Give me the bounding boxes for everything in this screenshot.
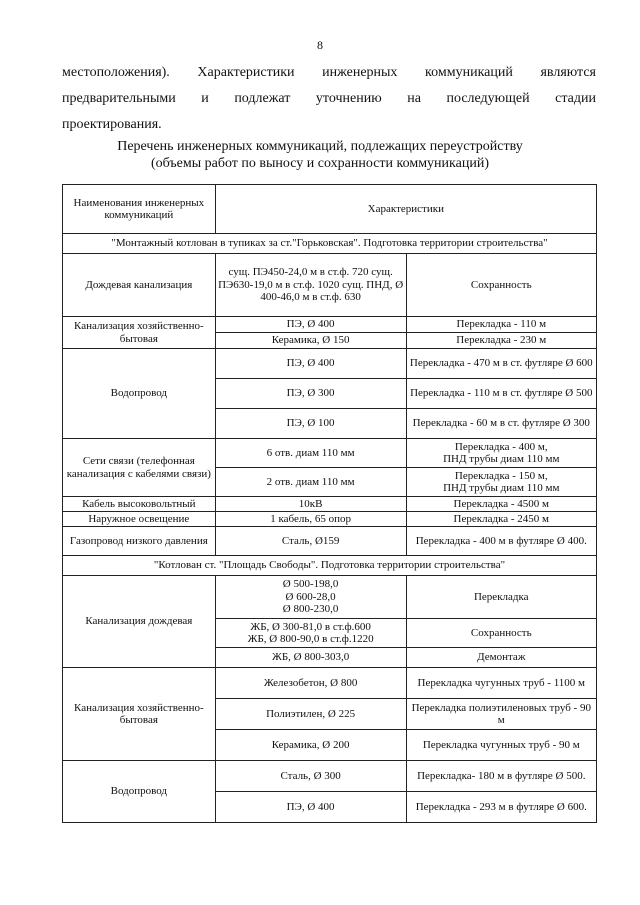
section1-title: "Монтажный котлован в тупиках за ст."Горьковская". Подготовка территории строительства": [63, 234, 597, 254]
communications-table: [62, 184, 597, 823]
row-work-line: ПНД трубы диам 110 мм: [443, 482, 560, 494]
row-work: Перекладка - 110 м: [406, 317, 596, 333]
row-work: Перекладка чугунных труб - 1100 м: [406, 668, 596, 699]
row-work: Перекладка - 230 м: [406, 333, 596, 349]
row-work: Перекладка чугунных труб - 90 м: [406, 730, 596, 761]
row-work: Перекладка- 180 м в футляре Ø 500.: [406, 761, 596, 792]
table-row: [63, 439, 597, 468]
row-work: Сохранность: [406, 619, 596, 648]
row-name: Кабель высоковольтный: [63, 497, 216, 512]
section-row: [63, 556, 597, 576]
table-row: [63, 527, 597, 556]
intro-line: предварительными и подлежат уточнению на последующей стадии: [62, 91, 596, 106]
table-row: [63, 512, 597, 527]
table-caption: [0, 138, 640, 172]
row-spec: ПЭ, Ø 100: [215, 409, 406, 439]
intro-line: проектирования.: [62, 117, 162, 132]
row-spec: Керамика, Ø 200: [215, 730, 406, 761]
header-characteristics: Характеристики: [215, 185, 596, 234]
row-spec: Полиэтилен, Ø 225: [215, 699, 406, 730]
table-row: [63, 576, 597, 619]
row-work: Сохранность: [406, 254, 596, 317]
row-spec-line: ЖБ, Ø 300-81,0 в ст.ф.600: [250, 620, 371, 633]
row-name: Наружное освещение: [63, 512, 216, 527]
row-spec: [215, 619, 406, 648]
row-spec: Сталь, Ø159: [215, 527, 406, 556]
intro-line: местоположения). Характеристики инженерных коммуникаций являются: [62, 65, 596, 80]
row-spec: 6 отв. диам 110 мм: [215, 439, 406, 468]
row-name: Канализация дождевая: [63, 576, 216, 668]
row-work-line: ПНД трубы диам 110 мм: [443, 453, 560, 465]
row-spec: 10кВ: [215, 497, 406, 512]
row-spec-line: Ø 500-198,0: [282, 578, 339, 591]
intro-paragraph: [62, 60, 596, 138]
row-work: Перекладка - 110 м в ст. футляре Ø 500: [406, 379, 596, 409]
row-work: Перекладка: [406, 576, 596, 619]
row-work: Перекладка - 293 м в футляре Ø 600.: [406, 792, 596, 823]
row-work: Перекладка - 400 м в футляре Ø 400.: [406, 527, 596, 556]
caption-line: (объемы работ по выносу и сохранности коммуникаций): [150, 156, 489, 171]
page-number: 8: [317, 38, 323, 52]
section2-title: "Котлован ст. "Площадь Свободы". Подготовка территории строительства": [63, 556, 597, 576]
row-work-line: Перекладка - 150 м,: [454, 469, 548, 482]
row-work: Перекладка - 2450 м: [406, 512, 596, 527]
caption-line: Перечень инженерных коммуникаций, подлежащих переустройству: [117, 139, 523, 154]
table-row: [63, 317, 597, 333]
row-work: Демонтаж: [406, 648, 596, 668]
table-header-row: [63, 185, 597, 234]
row-name: Канализация хозяйственно-бытовая: [63, 668, 216, 761]
table-row: [63, 254, 597, 317]
row-spec: Железобетон, Ø 800: [215, 668, 406, 699]
row-spec-line: ЖБ, Ø 800-90,0 в ст.ф.1220: [247, 633, 374, 645]
row-name: Дождевая канализация: [63, 254, 216, 317]
row-name: Сети связи (телефонная канализация с кабелями связи): [63, 439, 216, 497]
table-row: [63, 668, 597, 699]
row-name: Канализация хозяйственно-бытовая: [63, 317, 216, 349]
header-name: Наименования инженерных коммуникаций: [63, 185, 216, 234]
row-work: [406, 468, 596, 497]
row-spec: ЖБ, Ø 800-303,0: [215, 648, 406, 668]
row-work-line: Перекладка - 400 м,: [454, 440, 548, 453]
table-row: [63, 349, 597, 379]
row-spec: сущ. ПЭ450-24,0 м в ст.ф. 720 сущ. ПЭ630-19,0 м в ст.ф. 1020 сущ. ПНД, Ø 400-46,0 м в ст.ф. 630: [215, 254, 406, 317]
row-spec: ПЭ, Ø 300: [215, 379, 406, 409]
row-spec: ПЭ, Ø 400: [215, 792, 406, 823]
table-row: [63, 497, 597, 512]
row-name: Водопровод: [63, 349, 216, 439]
row-spec: ПЭ, Ø 400: [215, 317, 406, 333]
row-spec: 2 отв. диам 110 мм: [215, 468, 406, 497]
table-row: [63, 761, 597, 792]
row-work: [406, 439, 596, 468]
row-spec-line: Ø 600-28,0: [285, 590, 336, 603]
row-work: Перекладка - 470 м в ст. футляре Ø 600: [406, 349, 596, 379]
row-work: Перекладка - 60 м в ст. футляре Ø 300: [406, 409, 596, 439]
row-work: Перекладка полиэтиленовых труб - 90 м: [406, 699, 596, 730]
row-spec: [215, 576, 406, 619]
row-spec-line: Ø 800-230,0: [282, 603, 339, 616]
row-spec: 1 кабель, 65 опор: [215, 512, 406, 527]
row-name: Водопровод: [63, 761, 216, 823]
row-spec: Керамика, Ø 150: [215, 333, 406, 349]
row-spec: Сталь, Ø 300: [215, 761, 406, 792]
row-name: Газопровод низкого давления: [63, 527, 216, 556]
row-work: Перекладка - 4500 м: [406, 497, 596, 512]
row-spec: ПЭ, Ø 400: [215, 349, 406, 379]
section-row: [63, 234, 597, 254]
